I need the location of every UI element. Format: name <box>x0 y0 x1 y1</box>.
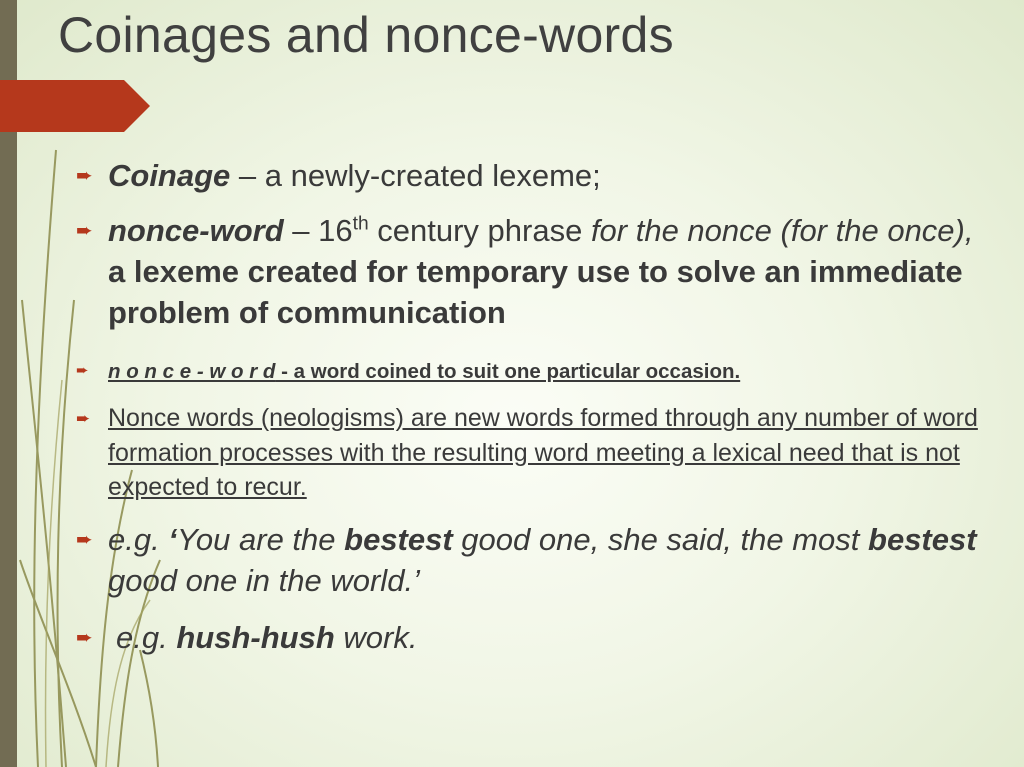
bold-word: bestest <box>344 522 453 557</box>
arrow-bullet-icon: ➨ <box>76 220 93 242</box>
arrow-bullet-icon: ➨ <box>76 627 93 649</box>
bold-word: bestest <box>868 522 977 557</box>
definition: - a word coined to suit one particular occasion. <box>275 360 741 383</box>
item-text <box>108 210 996 333</box>
quote-part: good one in the world.’ <box>108 563 420 598</box>
slide-title: Coinages and nonce-words <box>58 7 674 63</box>
arrow-bullet-icon: ➨ <box>76 362 89 379</box>
quote-part: You are the <box>176 522 345 557</box>
dash-number: – 16 <box>283 213 353 248</box>
item-text: Nonce words (neologisms) are new words formed through any number of word formation processes with the resulting word meeting a lexical need that is not expected to recur. <box>108 404 978 501</box>
phrase-text: century phrase <box>368 213 591 248</box>
quote-open: ‘ <box>168 522 177 557</box>
term-spaced: n o n c e - w o r d <box>108 360 276 383</box>
title-accent-arrow <box>0 80 150 132</box>
arrow-bullet-icon: ➨ <box>76 529 93 551</box>
item-text <box>108 519 996 601</box>
arrow-bullet-icon: ➨ <box>76 409 91 428</box>
item-text <box>108 355 996 389</box>
eg-label: e.g. <box>116 620 177 655</box>
item-text <box>108 155 996 196</box>
item-text <box>116 617 996 658</box>
term-nonce-word: nonce-word <box>108 213 284 248</box>
trailing-text: work. <box>334 620 418 655</box>
term-coinage: Coinage <box>108 158 231 193</box>
bold-word: hush-hush <box>176 620 335 655</box>
ordinal-suffix: th <box>352 213 369 235</box>
definition: – a newly-created lexeme; <box>230 158 601 193</box>
quote-part: good one, she said, the most <box>452 522 869 557</box>
eg-label: e.g. <box>108 522 169 557</box>
arrow-bullet-icon: ➨ <box>76 165 93 187</box>
bold-definition: a lexeme created for temporary use to solve an immediate problem of communication <box>108 254 963 330</box>
italic-phrase: for the nonce (for the once), <box>590 213 974 248</box>
